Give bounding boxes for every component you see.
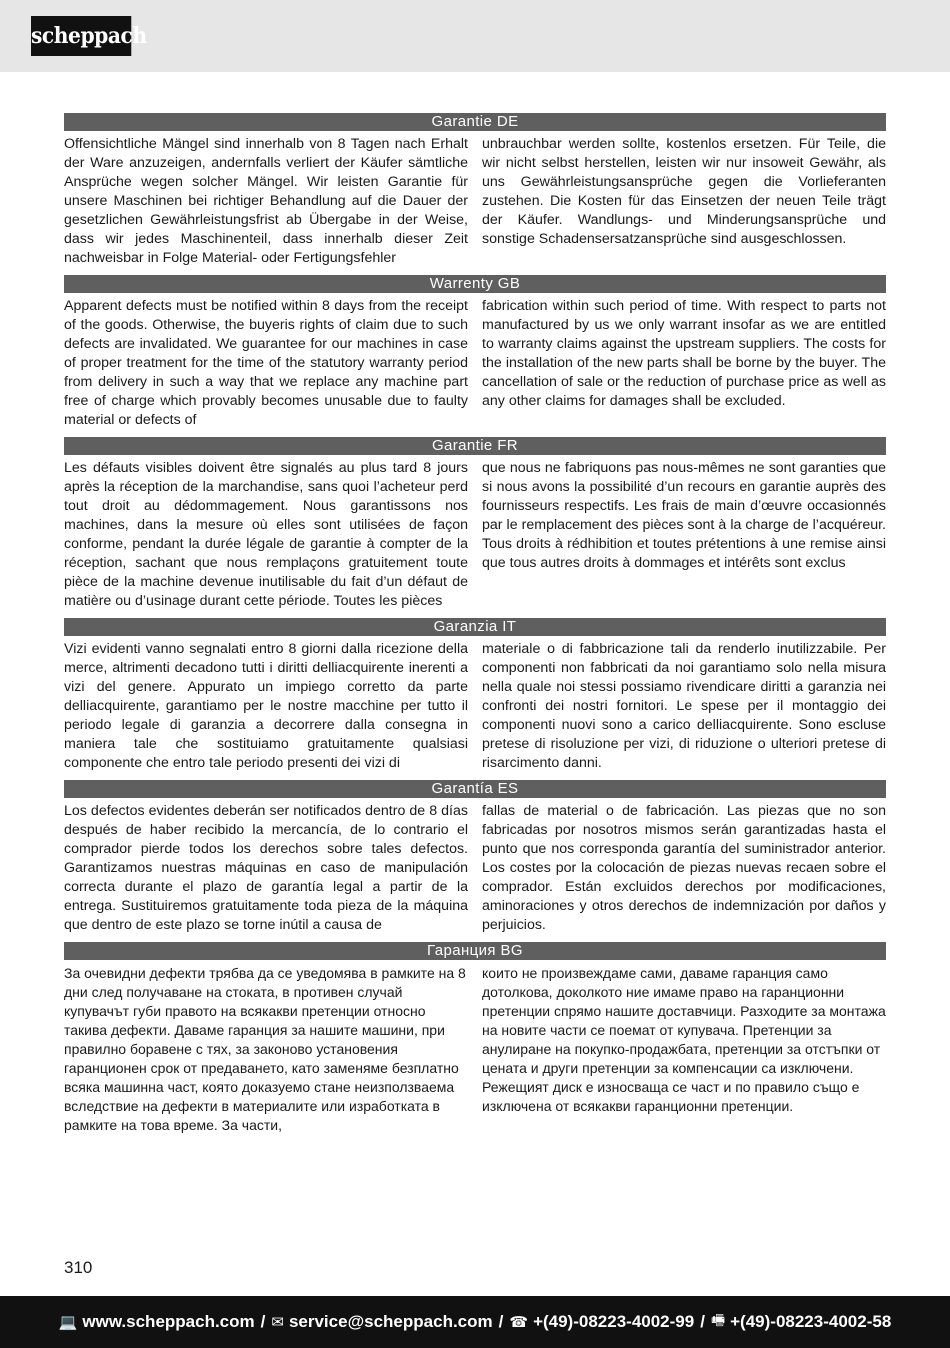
phone-item[interactable]: [509, 1312, 694, 1332]
section-title: Garanzia IT: [64, 618, 886, 636]
footer-separator: /: [260, 1312, 266, 1331]
email-item[interactable]: [271, 1312, 492, 1332]
section-text-right: materiale o di fabbricazione tali da renderlo inutilizzabile. Per componenti non fabbricati da noi garantiamo solo nella misura nella quale noi stessi possiamo rivendicare diritti a garanzia nei confronti dei nostri fornitori. Le spese per il montaggio dei componenti nuovi sono a carico delliacquirente. Sono escluse pretese di risoluzione per vizi, di riduzione o ulteriori pretese di risarcimento danni.: [482, 641, 886, 771]
section-bg: [64, 942, 886, 1135]
section-it: [64, 618, 886, 773]
footer-separator: /: [498, 1312, 504, 1331]
phone-icon: ☎: [509, 1314, 529, 1331]
fax-number: +(49)-08223-4002-58: [730, 1312, 892, 1331]
email-link[interactable]: service@scheppach.com: [288, 1312, 493, 1331]
section-title: Garantía ES: [64, 780, 886, 798]
footer-separator: /: [700, 1312, 705, 1331]
section-text-left: Vizi evidenti vanno segnalati entro 8 giorni dalla ricezione della merce, altrimenti decadono tutti i diritti delliacquirente inerenti a vizi del genere. Appurato un impiego corretto da parte delliacquirente, garantiamo per le nostre macchine per tutto il periodo legale di garanzia a decorrere dalla consegna in maniera tale che sostituiamo gratuitamente qualsiasi componente che entro tale periodo presenti dei vizi di: [64, 641, 468, 771]
section-es: [64, 780, 886, 935]
website-link[interactable]: www.scheppach.com: [82, 1312, 255, 1331]
phone-number[interactable]: +(49)-08223-4002-99: [533, 1312, 695, 1331]
warranty-content: [64, 113, 886, 1142]
section-text-left: Offensichtliche Mängel sind innerhalb von 8 Tagen nach Erhalt der Ware anzuzeigen, andernfalls verliert der Käufer sämtliche Ansprüche wegen solcher Mängel. Wir leisten Garantie für unsere Maschinen bei richtiger Behandlung auf die Dauer der gesetzlichen Gewährleistungsfrist ab Übergabe in der Weise, dass wir jedes Maschinenteil, dass innerhalb dieser Zeit nachweisbar in Folge Material- oder Fertigungsfehler: [64, 136, 468, 266]
section-text-right: unbrauchbar werden sollte, kostenlos ersetzen. Für Teile, die wir nicht selbst herstellen, leisten wir nur insoweit Gewähr, als uns Gewährleistungsansprüche gegen die Vorlieferanten zustehen. Die Kosten für das Einsetzen der neuen Teile trägt der Käufer. Wandlungs- und Minderungsansprüche und sonstige Schadensersatzansprüche sind ausgeschlossen.: [482, 136, 886, 247]
section-text-left: Les défauts visibles doivent être signalés au plus tard 8 jours après la réception de la marchandise, sans quoi l’acheteur perd tout droit au dédommagement. Nous garantissons nos machines, dans la mesure où elles sont utilisées de façon conforme, pendant la durée légale de garantie à compter de la réception, sachant que nous remplaçons gratuitement toute pièce de la machine devenue inutilisable du fait d’un défaut de matière ou d’usinage durant cette période. Toutes les pièces: [64, 460, 468, 609]
section-title: Warrenty GB: [64, 275, 886, 293]
contact-footer: [0, 1296, 950, 1348]
section-gb: [64, 275, 886, 430]
mail-icon: ✉: [271, 1314, 284, 1331]
section-text-right: que nous ne fabriquons pas nous-mêmes ne sont garanties que si nous avons la possibilité d’un recours en garantie auprès des fournisseurs respectifs. Les frais de main d’œuvre occasionnés par le remplacement des pièces sont à la charge de l’acquéreur. Tous droits à rédhibition et toutes prétentions à une remise ainsi que tous autres droits à dommages et intérêts sont exclus: [482, 460, 886, 571]
computer-icon: 💻: [58, 1314, 78, 1331]
section-text-right: fabrication within such period of time. With respect to parts not manufactured by us we only warrant insofar as we are entitled to warranty claims against the upstream suppliers. The costs for the installation of the new parts shall be borne by the buyer. The cancellation of sale or the reduction of purchase price as well as any other claims for damages shall be excluded.: [482, 298, 886, 409]
page-number: 310: [64, 1258, 93, 1277]
section-text-left: Los defectos evidentes deberán ser notificados dentro de 8 días después de haber recibido la mercancía, de lo contrario el comprador pierde todos los derechos sobre tales defectos. Garantizamos nuestras máquinas en caso de manipulación correcta durante el plazo de garantía legal a partir de la entrega. Sustituiremos gratuitamente toda pieza de la máquina que dentro de este plazo se torne inútil a causa de: [64, 803, 468, 933]
fax-icon: 🖷: [710, 1311, 726, 1329]
section-text-right: fallas de material o de fabricación. Las piezas que no son fabricadas por nosotros mismos serán garantizadas hasta el punto que nos corresponda garantía del suministrador anterior. Los costes por la colocación de piezas nuevas recaen sobre el comprador. Están excluidos derechos por modificaciones, aminoraciones y otros derechos de indemnización por daños y perjuicios.: [482, 803, 886, 933]
header-band: [0, 0, 950, 72]
section-title: Гаранция BG: [64, 942, 886, 960]
scheppach-logo: scheppach: [31, 16, 131, 56]
website-item[interactable]: [59, 1312, 255, 1332]
fax-item: [711, 1310, 891, 1335]
section-title: Garantie FR: [64, 437, 886, 455]
section-text-right: които не произвеждаме сами, даваме гаранция само дотолкова, доколкото ние имаме право на гаранционни претенции спрямо нашите доставчици. Разходите за монтажа на новите части се поемат от купувача. Претенции за анулиране на покупко-продажбата, претенции за отстъпки от цената и други претенции за компенсации са изключени. Режещият диск е износваща се част и по правило също е изключена от всякакви гаранционни претенции.: [482, 965, 886, 1114]
section-de: [64, 113, 886, 268]
section-title: Garantie DE: [64, 113, 886, 131]
section-text-left: За очевидни дефекти трябва да се уведомява в рамките на 8 дни след получаване на стоката, в противен случай купувачът губи правото на всякакви претенции относно такива дефекти. Даваме гаранция за нашите машини, при правилно боравене с тях, за законово установения гаранционен срок от предаването, като заменяме безплатно всяка машинна част, която доказуемо стане неизползваема вследствие на дефекти в материалите или изработката в рамките на това време. За части,: [64, 965, 466, 1133]
section-text-left: Apparent defects must be notified within 8 days from the receipt of the goods. Otherwise, the buyeris rights of claim due to such defects are invalidated. We guarantee for our machines in case of proper treatment for the time of the statutory warranty period from delivery in such a way that we replace any machine part free of charge which provably becomes unusable due to faulty material or defects of: [64, 298, 468, 428]
section-fr: [64, 437, 886, 611]
